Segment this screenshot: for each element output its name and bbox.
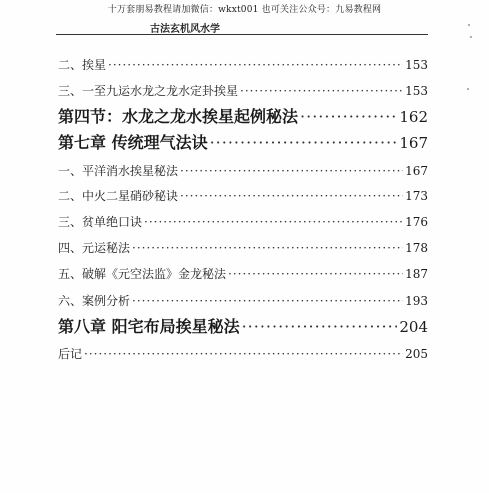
toc-entry-page: 153 [405, 84, 428, 98]
scan-speck [467, 88, 469, 90]
toc-entry [58, 213, 428, 229]
watermark-banner: 十万套朋易教程请加微信：wkxt001 也可关注公众号：九易教程网 [107, 5, 382, 15]
toc-entry-title: 五、破解《元空法监》金龙秘法 [58, 267, 227, 281]
toc-entry-page: 167 [399, 134, 428, 152]
leader-dots [242, 317, 398, 336]
leader-dots [132, 294, 403, 308]
leader-dots [180, 164, 403, 178]
toc-entry-page: 205 [405, 347, 428, 361]
toc-entry [58, 345, 428, 361]
toc-entry-title: 六、案例分析 [58, 294, 131, 308]
toc-entry-title: 一、平洋消水挨星秘法 [58, 164, 179, 178]
toc-entry-heading [58, 130, 428, 152]
scan-speck [468, 24, 470, 26]
leader-dots [84, 347, 403, 361]
toc-entry [58, 162, 428, 178]
leader-dots [210, 133, 398, 152]
toc-entry-page: 162 [399, 108, 428, 126]
toc-entry-page: 178 [405, 241, 428, 255]
leader-dots [180, 189, 403, 203]
toc-entry [58, 82, 428, 98]
toc-entry-heading [58, 314, 428, 336]
toc-entry [58, 265, 428, 281]
toc-entry-title: 三、贫单绝口诀 [58, 215, 143, 229]
toc-entry-page: 176 [405, 215, 428, 229]
leader-dots [300, 107, 397, 126]
leader-dots [144, 215, 403, 229]
toc-entry-title: 第八章 阳宅布局挨星秘法 [58, 317, 240, 336]
toc-entry [58, 187, 428, 203]
leader-dots [240, 84, 403, 98]
toc-entry-heading [58, 104, 428, 126]
leader-dots [228, 267, 403, 281]
toc-entry-page: 193 [405, 294, 428, 308]
toc-entry-page: 173 [405, 189, 428, 203]
header-rule [56, 34, 428, 35]
toc-entry-title: 第四节：水龙之龙水挨星起例秘法 [58, 107, 299, 126]
leader-dots [132, 241, 403, 255]
scan-speck [470, 36, 472, 38]
toc-entry-title: 二、中火二星硝砂秘诀 [58, 189, 179, 203]
toc-entry-page: 204 [399, 318, 428, 336]
toc-entry [58, 56, 428, 72]
running-header-title: 古法玄机风水学 [150, 24, 220, 35]
toc-entry-title: 第七章 传统理气法诀 [58, 133, 208, 152]
toc-entry [58, 239, 428, 255]
leader-dots [108, 58, 403, 72]
toc-entry-page: 187 [405, 267, 428, 281]
toc-entry-title: 二、挨星 [58, 58, 107, 72]
toc-entry-title: 三、一至九运水龙之龙水定卦挨星 [58, 84, 239, 98]
toc-entry-title: 四、元运秘法 [58, 241, 131, 255]
toc-entry [58, 292, 428, 308]
toc-entry-title: 后记 [58, 347, 83, 361]
toc-entry-page: 167 [405, 164, 428, 178]
toc-entry-page: 153 [405, 58, 428, 72]
